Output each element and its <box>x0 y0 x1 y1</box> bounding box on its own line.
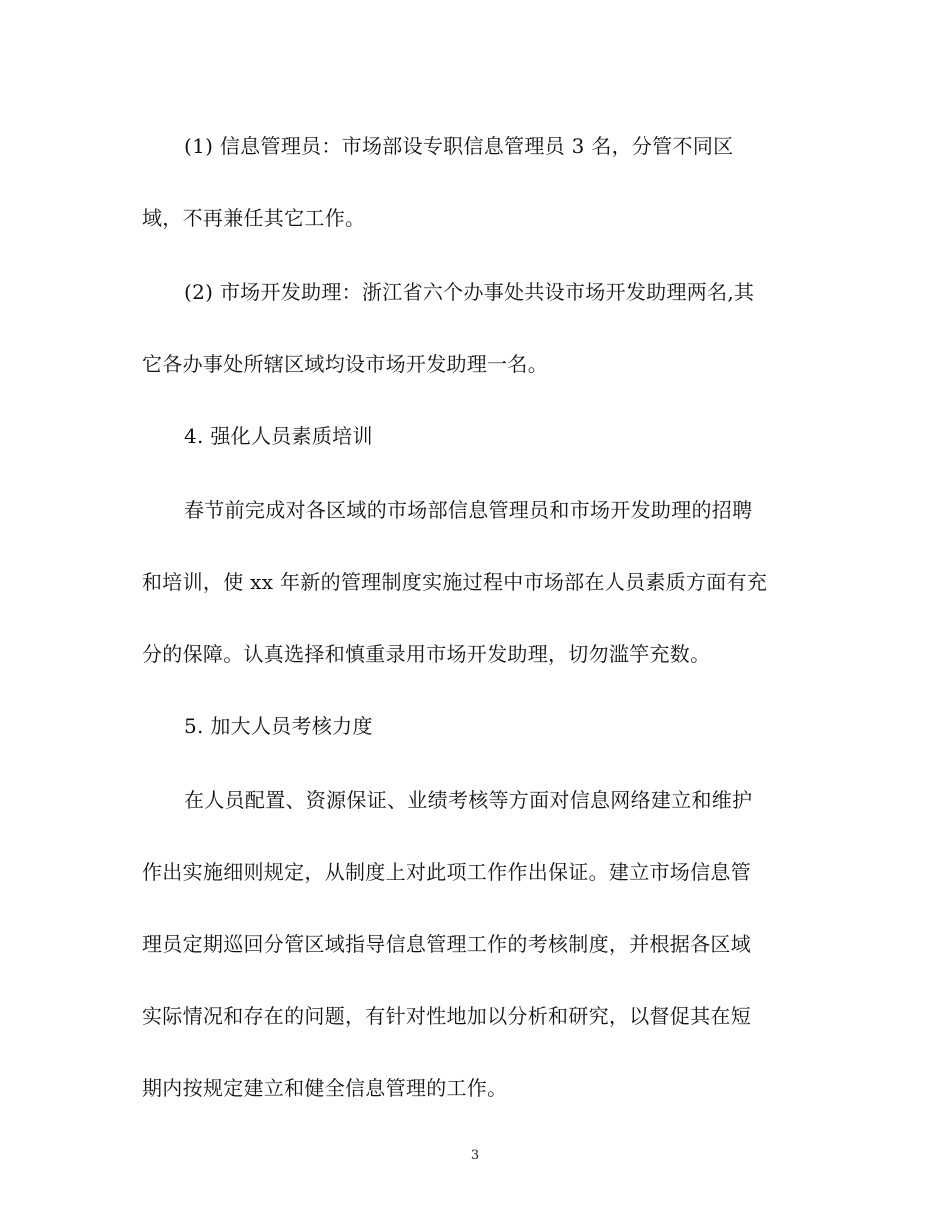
text-line-8: 分的保障。认真选择和慎重录用市场开发助理，切勿滥竽充数。 <box>142 642 711 666</box>
text-line-1: (1) 信息管理员：市场部设专职信息管理员 3 名，分管不同区 <box>184 134 734 158</box>
text-line-11: 作出实施细则规定，从制度上对此项工作作出保证。建立市场信息管 <box>142 860 751 884</box>
text-line-6: 春节前完成对各区域的市场部信息管理员和市场开发助理的招聘 <box>184 498 753 522</box>
text-line-10: 在人员配置、资源保证、业绩考核等方面对信息网络建立和维护 <box>184 788 753 812</box>
text-line-12: 理员定期巡回分管区域指导信息管理工作的考核制度，并根据各区域 <box>142 932 751 956</box>
text-line-4: 它各办事处所辖区域均设市场开发助理一名。 <box>142 352 548 376</box>
page-number: 3 <box>470 1148 480 1163</box>
text-line-7: 和培训，使 xx 年新的管理制度实施过程中市场部在人员素质方面有充 <box>142 570 768 594</box>
text-line-14: 期内按规定建立和健全信息管理的工作。 <box>142 1076 508 1100</box>
section-heading-4: 4. 强化人员素质培训 <box>184 424 373 448</box>
text-line-3: (2) 市场开发助理：浙江省六个办事处共设市场开发助理两名,其 <box>184 280 755 304</box>
section-heading-5: 5. 加大人员考核力度 <box>184 714 373 738</box>
text-line-2: 域，不再兼任其它工作。 <box>142 206 366 230</box>
text-line-13: 实际情况和存在的问题，有针对性地加以分析和研究，以督促其在短 <box>142 1004 751 1028</box>
